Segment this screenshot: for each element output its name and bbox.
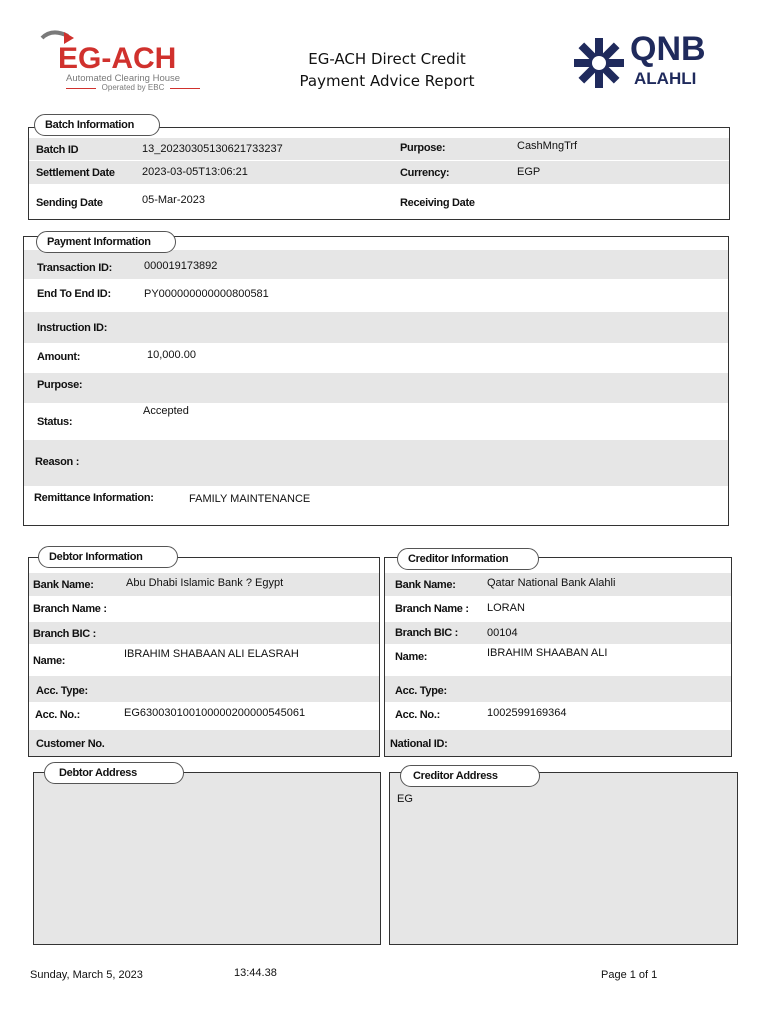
batch-purpose-label: Purpose: <box>400 142 446 154</box>
amount-label: Amount: <box>37 351 81 363</box>
status-value: Accepted <box>143 405 189 417</box>
debtor-acctype-label: Acc. Type: <box>36 685 88 697</box>
payment-band <box>24 250 728 279</box>
creditor-branch-label: Branch Name : <box>395 603 469 615</box>
debtor-name-value: IBRAHIM SHABAAN ALI ELASRAH <box>124 648 299 660</box>
currency-label: Currency: <box>400 167 450 179</box>
debtor-info-tab: Debtor Information <box>38 546 178 568</box>
batch-id-value: 13_20230305130621733237 <box>142 143 283 155</box>
creditor-bic-value: 00104 <box>487 627 518 639</box>
amount-value: 10,000.00 <box>147 349 196 361</box>
eg-ach-logo <box>36 28 206 96</box>
eg-ach-operator: Operated by EBC <box>101 83 165 92</box>
qnb-brand: QNB <box>630 30 706 68</box>
debtor-address-tab: Debtor Address <box>44 762 184 784</box>
creditor-bic-label: Branch BIC : <box>395 627 459 639</box>
creditor-info-tab: Creditor Information <box>397 548 539 570</box>
creditor-accno-label: Acc. No.: <box>395 709 440 721</box>
batch-id-label: Batch ID <box>36 144 79 156</box>
footer-time: 13:44.38 <box>234 967 277 979</box>
creditor-name-value: IBRAHIM SHAABAN ALI <box>487 647 608 659</box>
creditor-accno-value: 1002599169364 <box>487 707 567 719</box>
payment-info-tab: Payment Information <box>36 231 176 253</box>
sending-date-value: 05-Mar-2023 <box>142 194 205 206</box>
payment-band <box>24 440 728 486</box>
batch-info-tab: Batch Information <box>34 114 160 136</box>
divider <box>170 88 200 89</box>
batch-band <box>29 138 729 160</box>
debtor-branch-label: Branch Name : <box>33 603 107 615</box>
transaction-id-value: 000019173892 <box>144 260 218 272</box>
payment-band <box>24 373 728 403</box>
creditor-acctype-label: Acc. Type: <box>395 685 447 697</box>
debtor-address-box <box>33 772 381 945</box>
creditor-bank-label: Bank Name: <box>395 579 456 591</box>
payment-purpose-label: Purpose: <box>37 379 83 391</box>
qnb-logo <box>568 30 728 94</box>
end-to-end-id-value: PY000000000000800581 <box>144 288 269 300</box>
batch-band <box>29 161 729 184</box>
creditor-bank-value: Qatar National Bank Alahli <box>487 577 616 589</box>
creditor-address-text: EG <box>397 793 413 805</box>
debtor-bic-label: Branch BIC : <box>33 628 97 640</box>
sending-date-label: Sending Date <box>36 197 103 209</box>
creditor-name-label: Name: <box>395 651 428 663</box>
report-title-line2: Payment Advice Report <box>299 72 475 90</box>
national-id-label: National ID: <box>390 738 448 750</box>
instruction-id-label: Instruction ID: <box>37 322 108 334</box>
settlement-date-value: 2023-03-05T13:06:21 <box>142 166 248 178</box>
eg-ach-brand: EG-ACH <box>58 42 177 75</box>
debtor-name-label: Name: <box>33 655 66 667</box>
end-to-end-id-label: End To End ID: <box>37 288 111 300</box>
currency-value: EGP <box>517 166 541 178</box>
creditor-branch-value: LORAN <box>487 602 525 614</box>
creditor-address-box <box>389 772 738 945</box>
qnb-alahli: ALAHLI <box>634 69 697 88</box>
settlement-date-label: Settlement Date <box>36 167 115 179</box>
creditor-address-tab: Creditor Address <box>400 765 540 787</box>
reason-label: Reason : <box>35 456 80 468</box>
customer-no-label: Customer No. <box>36 738 105 750</box>
debtor-bank-label: Bank Name: <box>33 579 94 591</box>
eg-ach-tagline: Automated Clearing House <box>66 73 181 84</box>
status-label: Status: <box>37 416 73 428</box>
debtor-accno-value: EG630030100100000200000545061 <box>124 707 306 719</box>
divider <box>66 88 96 89</box>
footer-date: Sunday, March 5, 2023 <box>30 969 143 981</box>
payment-band <box>24 312 728 343</box>
remittance-value: FAMILY MAINTENANCE <box>189 493 311 505</box>
remittance-label: Remittance Information: <box>34 492 154 504</box>
report-title-line1: EG-ACH Direct Credit <box>308 50 466 68</box>
debtor-bank-value: Abu Dhabi Islamic Bank ? Egypt <box>126 577 284 589</box>
qnb-star-icon <box>570 34 628 92</box>
batch-purpose-value: CashMngTrf <box>517 140 578 152</box>
receiving-date-label: Receiving Date <box>400 197 475 209</box>
page-number: Page 1 of 1 <box>601 969 658 981</box>
debtor-accno-label: Acc. No.: <box>35 709 80 721</box>
transaction-id-label: Transaction ID: <box>37 262 112 274</box>
